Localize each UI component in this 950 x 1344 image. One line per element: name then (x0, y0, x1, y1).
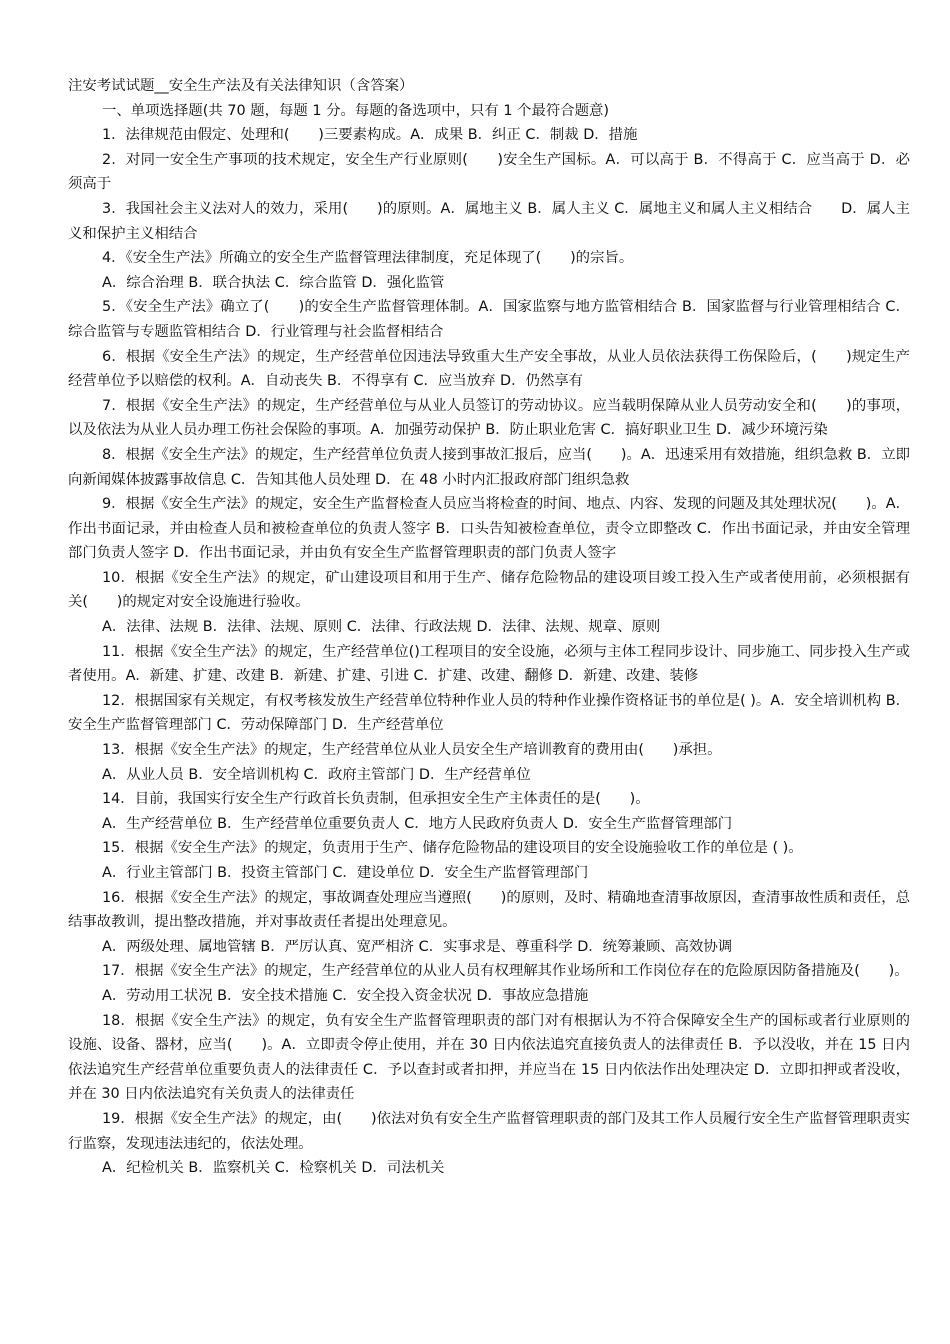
question-16: 16．根据《安全生产法》的规定，事故调查处理应当遵照( )的原则，及时、精确地查清事故原因，查清事故性质和责任，总结事故教训，提出整改措施，并对事故责任者提出处理意见。 (68, 889, 910, 931)
question-7: 7．根据《安全生产法》的规定，生产经营单位与从业人员签订的劳动协议。应当载明保障从业人员劳动安全和( )的事项，以及依法为从业人员办理工伤社会保险的事项。A．加强劳动保护 B．防止职业危害 C．搞好职业卫生 D．减少环境污染 (68, 397, 910, 439)
question-15-options: A．行业主管部门 B．投资主管部门 C．建设单位 D．安全生产监督管理部门 (102, 865, 589, 881)
question-13: 13．根据《安全生产法》的规定，生产经营单位从业人员安全生产培训教育的费用由( )承担。 (102, 742, 722, 759)
question-4: 4．《安全生产法》所确立的安全生产监督管理法律制度，充足体现了( )的宗旨。 (102, 250, 634, 267)
document-page (68, 74, 910, 1181)
question-1: 1．法律规范由假定、处理和( )三要素构成。A．成果 B．纠正 C．制裁 D．措施 (102, 127, 638, 144)
question-11: 11．根据《安全生产法》的规定，生产经营单位()工程项目的安全设施，必须与主体工程同步设计、同步施工、同步投入生产或者使用。A．新建、扩建、改建 B．新建、扩建、引进 C．扩建、改建、翻修 D．新建、改建、装修 (68, 643, 910, 685)
question-5: 5．《安全生产法》确立了( )的安全生产监督管理体制。A．国家监察与地方监管相结合 B．国家监督与行业管理相结合 C．综合监管与专题监管相结合 D．行业管理与社会监督相结合 (68, 299, 910, 340)
question-9: 9．根据《安全生产法》的规定，安全生产监督检查人员应当将检查的时间、地点、内容、发现的问题及其处理状况( )。A．作出书面记录，并由检查人员和被检查单位的负责人签字 B．口头告知被检查单位，责令立即整改 C．作出书面记录，并由安全管理部门负责人签字 D．作出书面记录，并由负有安全生产监督管理职责的部门负责人签字 (68, 496, 910, 562)
question-19: 19．根据《安全生产法》的规定，由( )依法对负有安全生产监督管理职责的部门及其工作人员履行安全生产监督管理职责实行监察，发现违法违纪的，依法处理。 (68, 1110, 910, 1152)
question-13-options: A．从业人员 B．安全培训机构 C．政府主管部门 D．生产经营单位 (102, 766, 531, 783)
question-3: 3．我国社会主义法对人的效力，采用( )的原则。A．属地主义 B．属人主义 C．属地主义和属人主义相结合 D．属人主义和保护主义相结合 (68, 200, 910, 242)
question-18: 18．根据《安全生产法》的规定，负有安全生产监督管理职责的部门对有根据认为不符合保障安全生产的国标或者行业原则的设施、设备、器材，应当( )。A．立即责令停止使用，并在 30 日内依法追究直接负责人的法律责任 B．予以没收，并在 15 日内依法追究生产经营单位重要负责人的法律责任 C．予以查封或者扣押，并应当在 15 日内依法作出处理决定 D．立即扣押或者没收，并在 30 日内依法追究有关负责人的法律责任 (68, 1012, 910, 1103)
question-4-options: A．综合治理 B．联合执法 C．综合监管 D．强化监管 (102, 274, 445, 291)
question-14: 14．目前，我国实行安全生产行政首长负责制，但承担安全生产主体责任的是( )。 (102, 791, 650, 808)
section-heading: 一、单项选择题(共 70 题，每题 1 分。每题的备选项中，只有 1 个最符合题意) (102, 102, 610, 119)
question-10-options: A．法律、法规 B．法律、法规、原则 C．法律、行政法规 D．法律、法规、规章、原则 (102, 619, 661, 636)
question-19-options: A．纪检机关 B．监察机关 C．检察机关 D．司法机关 (102, 1160, 445, 1177)
question-15: 15．根据《安全生产法》的规定，负责用于生产、储存危险物品的建设项目的安全设施验收工作的单位是 ( )。 (102, 840, 803, 857)
question-6: 6．根据《安全生产法》的规定，生产经营单位因违法导致重大生产安全事故，从业人员依法获得工伤保险后，( )规定生产经营单位予以赔偿的权利。A．自动丧失 B．不得享有 C．应当放弃 D．仍然享有 (68, 348, 910, 390)
question-17: 17．根据《安全生产法》的规定，生产经营单位的从业人员有权理解其作业场所和工作岗位存在的危险原因防备措施及( )。 (102, 963, 909, 980)
question-8: 8．根据《安全生产法》的规定，生产经营单位负责人接到事故汇报后，应当( )。A．迅速采用有效措施，组织急救 B．立即向新闻媒体披露事故信息 C．告知其他人员处理 D．在 48 小时内汇报政府部门组织急救 (68, 446, 910, 488)
question-10: 10．根据《安全生产法》的规定，矿山建设项目和用于生产、储存危险物品的建设项目竣工投入生产或者使用前，必须根据有关( )的规定对安全设施进行验收。 (68, 569, 910, 611)
question-16-options: A．两级处理、属地管辖 B．严厉认真、宽严相济 C．实事求是、尊重科学 D．统筹兼顾、高效协调 (102, 938, 733, 955)
question-2: 2．对同一安全生产事项的技术规定，安全生产行业原则( )安全生产国标。A．可以高于 B．不得高于 C．应当高于 D．必须高于 (68, 151, 910, 193)
question-14-options: A．生产经营单位 B．生产经营单位重要负责人 C．地方人民政府负责人 D．安全生产监督管理部门 (102, 815, 733, 832)
document-title: 注安考试试题__安全生产法及有关法律知识（含答案） (68, 78, 414, 94)
question-12: 12．根据国家有关规定，有权考核发放生产经营单位特种作业人员的特种作业操作资格证书的单位是( )。A．安全培训机构 B．安全生产监督管理部门 C．劳动保障部门 D．生产经营单位 (68, 692, 910, 734)
question-list (68, 123, 910, 1181)
question-17-options: A．劳动用工状况 B．安全技术措施 C．安全投入资金状况 D．事故应急措施 (102, 987, 589, 1004)
